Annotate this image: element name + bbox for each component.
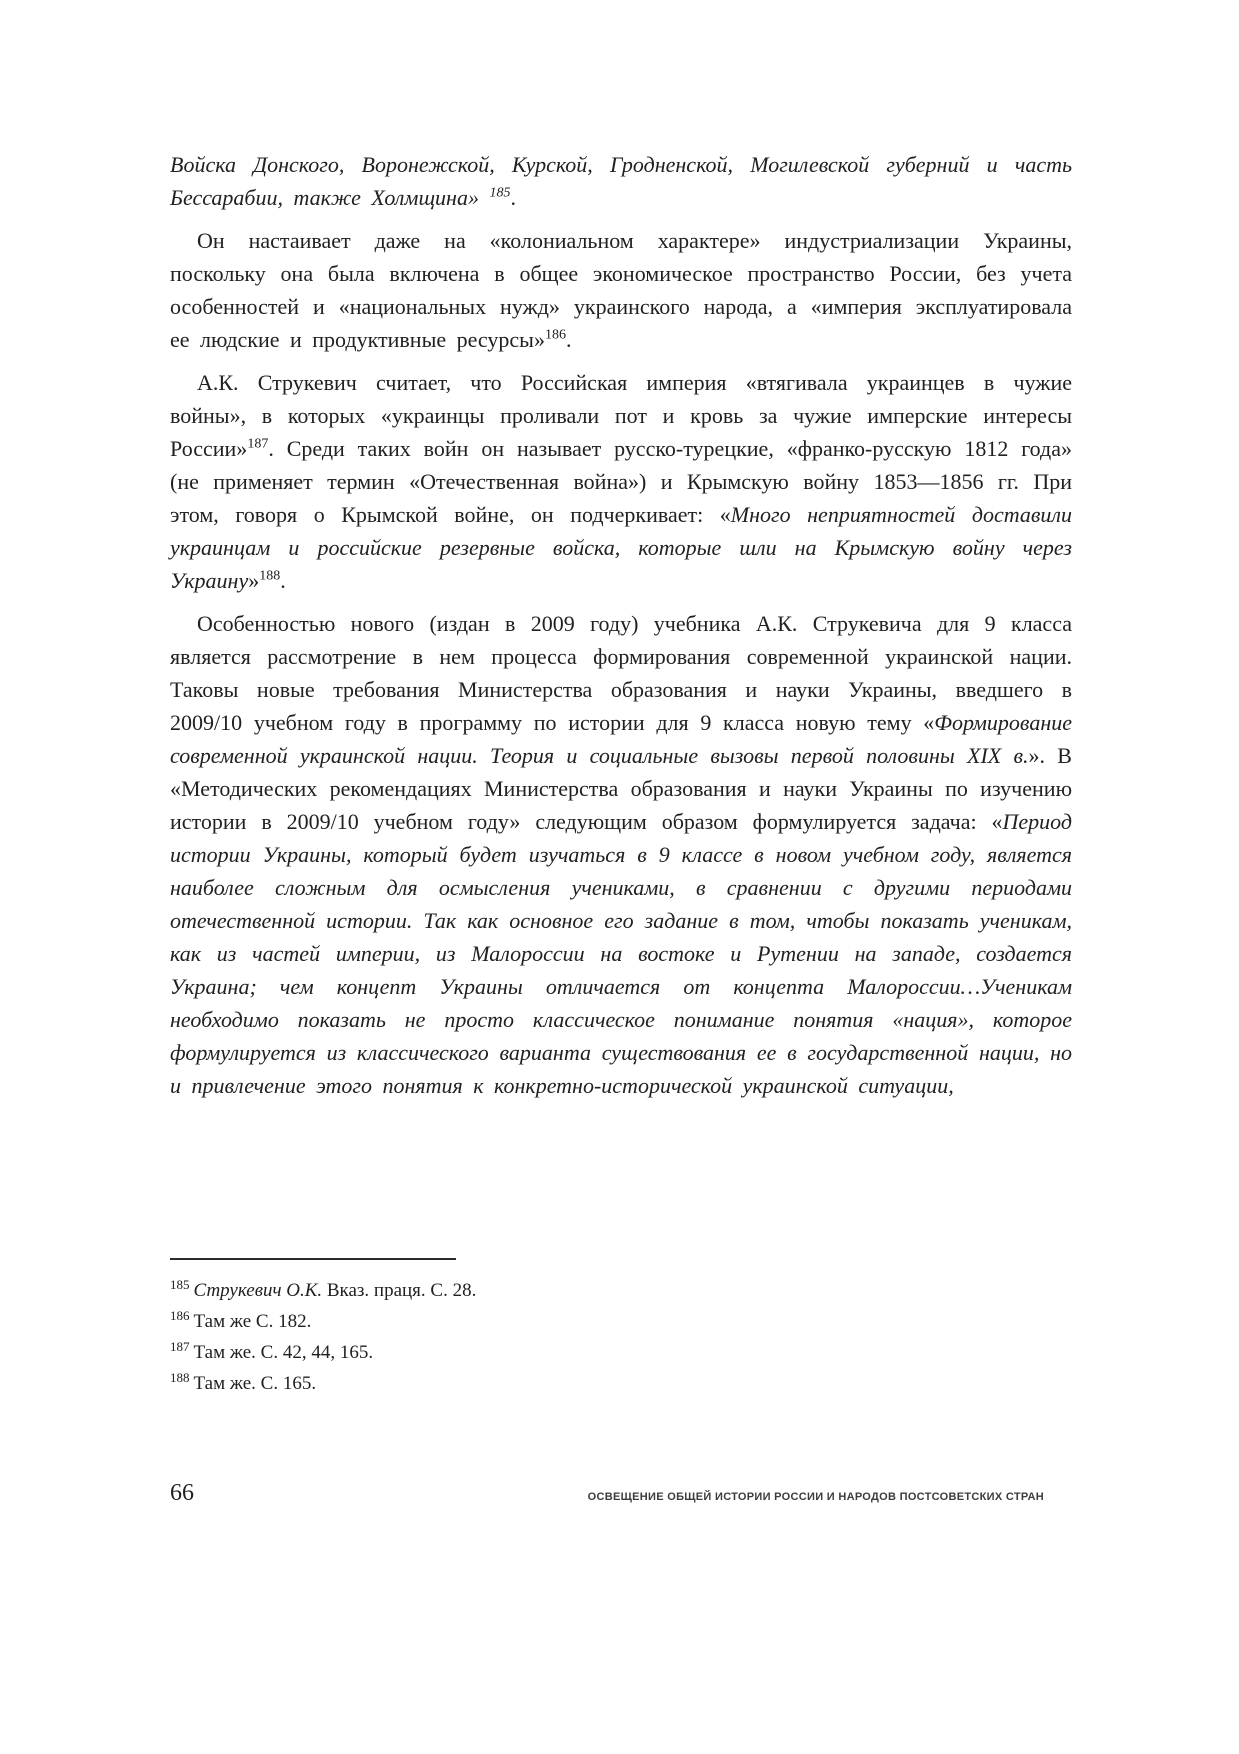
text-run: Формирование современной украинской нации. Теория и социальные вызовы первой половины XIX в. xyxy=(170,710,1072,768)
footnote-ref: 187 xyxy=(247,436,269,452)
text-run: . Среди таких войн он называет русско-турецкие, «франко-русскую 1812 года» (не применяет термин «Отечественная война») и Крымскую войну 1853—1856 гг. При этом, говоря о Крымской войне, он подчеркивает: « xyxy=(170,436,1072,527)
paragraph-paragraph-new-textbook xyxy=(170,607,1072,1102)
footnote-188 xyxy=(170,1371,1072,1396)
text-run: . xyxy=(565,327,572,352)
text-run: Там же. С. 165. xyxy=(193,1373,317,1394)
text-run: Войска Донского, Воронежской, Курской, Гродненской, Могилевской губерний и часть Бессарабии, также Холмщина» xyxy=(170,152,1072,210)
page-number: 66 xyxy=(170,1480,194,1506)
footnote-ref: 185 xyxy=(489,185,511,201)
text-run: Там же С. 182. xyxy=(193,1311,312,1332)
footnotes-list xyxy=(170,1278,1072,1396)
footnote-187 xyxy=(170,1340,1072,1365)
footnote-separator xyxy=(170,1258,456,1260)
footnote-185 xyxy=(170,1278,1072,1303)
text-run: . xyxy=(280,568,286,593)
text-run: Период истории Украины, который будет изучаться в 9 классе в новом учебном году, является наиболее сложным для осмысления учениками, в сравнении с другими периодами отечественной истории. Так как основное его задание в том, чтобы показать ученикам, как из частей империи, из Малороссии на востоке и Рутении на западе, создается Украина; чем концепт Украины отличается от концепта Малороссии…Ученикам необходимо показать не просто классическое понимание понятия «нация», которое формулируется из классического варианта существования ее в государственной нации, но и привлечение этого понятия к конкретно-исторической украинской ситуации, xyxy=(170,809,1072,1098)
footnotes-section xyxy=(170,1258,1072,1402)
text-run: Особенностью нового (издан в 2009 году) учебника А.К. Струкевича для 9 класса является рассмотрение в нем процесса формирования современной украинской нации. Таковы новые требования Министерства образования и науки Украины, введшего в 2009/10 учебном году в программу по истории для 9 класса новую тему « xyxy=(170,611,1072,735)
paragraph-quote-continuation xyxy=(170,148,1072,214)
text-run: . xyxy=(510,185,516,210)
footnote-ref: 186 xyxy=(544,327,566,343)
text-run: Струкевич О.К. xyxy=(193,1280,323,1301)
text-run: ». В «Методических рекомендациях Министерства образования и науки Украины по изучению истории в 2009/10 учебном году» следующим образом формулируется задача: « xyxy=(170,743,1072,834)
footnote-186 xyxy=(170,1309,1072,1334)
text-run: Он настаивает даже на «колониальном характере» индустриализации Украины, поскольку она была включена в общее экономическое пространство России, без учета особенностей и «национальных нужд» украинского народа, а «империя эксплуатировала ее людские и продуктивные ресурсы» xyxy=(170,228,1072,352)
footnote-number: 188 xyxy=(170,1369,190,1385)
text-run: Много неприятностей доставили украинцам и российские резервные войска, которые шли на Крымскую войну через Украину xyxy=(170,502,1073,593)
text-run: Вказ. праця. С. 28. xyxy=(322,1280,477,1301)
footnote-ref: 188 xyxy=(259,568,281,584)
text-run: » xyxy=(248,568,260,593)
text-run: А.К. Струкевич считает, что Российская империя «втягивала украинцев в чужие войны», в которых «украинцы проливали пот и кровь за чужие имперские интересы России» xyxy=(170,370,1072,461)
document-body xyxy=(170,148,1072,1112)
footnote-number: 186 xyxy=(170,1307,190,1323)
footnote-number: 187 xyxy=(170,1338,190,1354)
running-title: ОСВЕЩЕНИЕ ОБЩЕЙ ИСТОРИИ РОССИИ И НАРОДОВ ПОСТСОВЕТСКИХ СТРАН xyxy=(587,1491,1044,1503)
footnote-number: 185 xyxy=(170,1276,190,1292)
text-run: Там же. С. 42, 44, 165. xyxy=(193,1342,374,1363)
paragraph-paragraph-industrialization xyxy=(170,224,1072,356)
paragraph-paragraph-strukevich-wars xyxy=(170,366,1072,597)
page-footer xyxy=(170,1480,1072,1507)
